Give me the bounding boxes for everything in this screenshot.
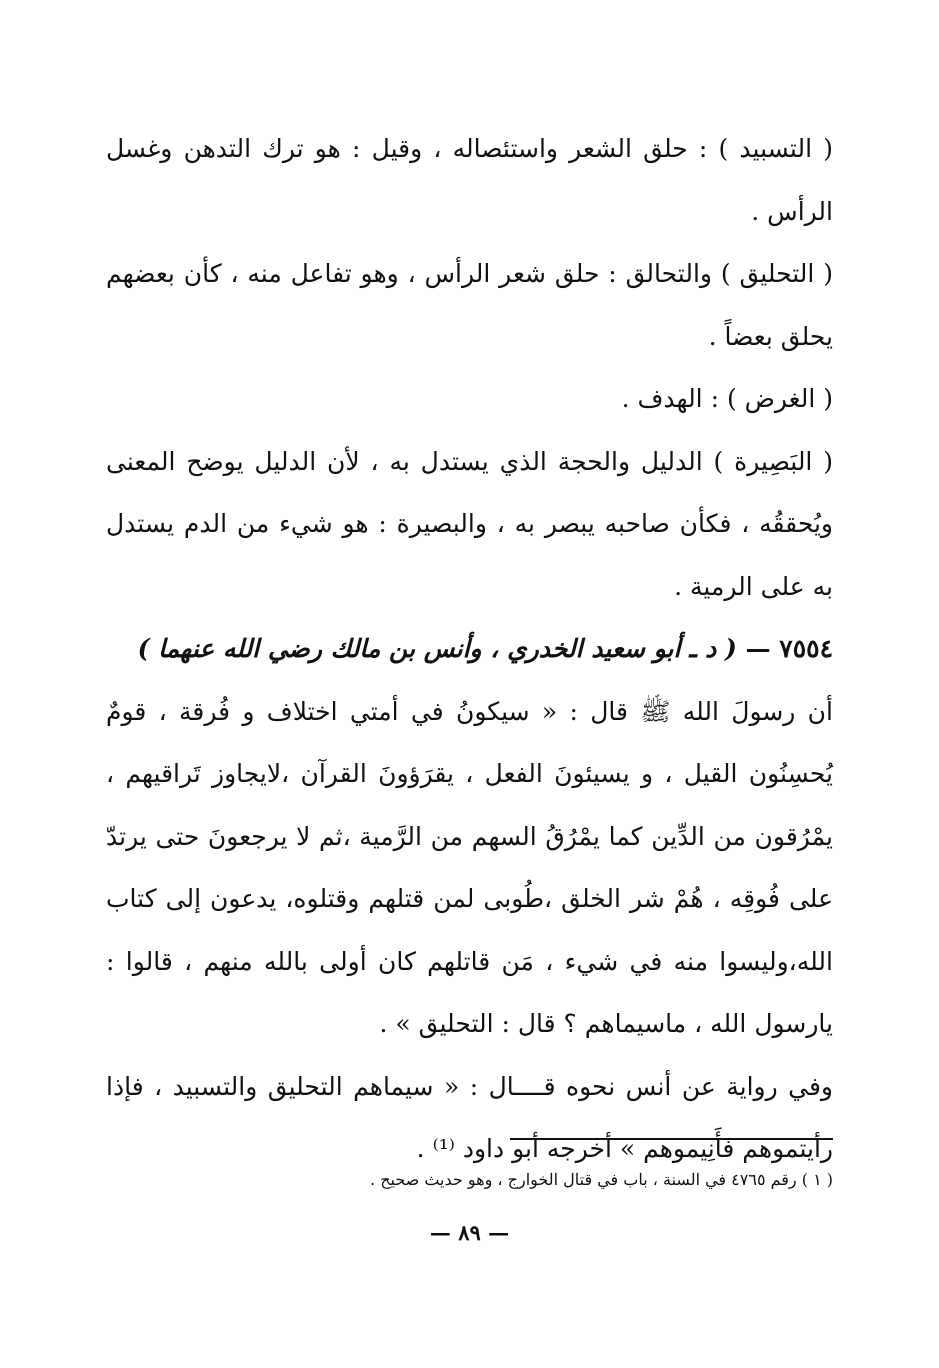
- hadith-number: ٧٥٥٤ —: [745, 634, 833, 663]
- definition-basira: ( البَصِيرة ) الدليل والحجة الذي يستدل به ، لأن الدليل يوضح المعنى ويُحققُه ، فكأن صاحبه يبصر به ، والبصيرة : هو شيء من الدم يستدل به على الرمية .: [106, 446, 833, 601]
- footnote-divider: [510, 1138, 833, 1140]
- definition-gharad: ( الغرض ) : الهدف .: [621, 384, 833, 413]
- hadith-riwaya: وفي رواية عن أنس نحوه قــــال : « سيماهم التحليق والتسبيد ، فإذا رأيتموهم فأَنِيموهم » أخرجه أبو داود ⁽¹⁾ .: [106, 1071, 833, 1163]
- page-number: — ٨٩ —: [429, 1220, 510, 1245]
- main-text: [106, 118, 833, 1181]
- definition-tahliq: ( التحليق ) والتحالق : حلق شعر الرأس ، وهو تفاعل منه ، كأن بعضهم يحلق بعضاً .: [106, 259, 833, 351]
- hadith-heading: [106, 618, 833, 681]
- definition-tasbid: ( التسبيد ) : حلق الشعر واستئصاله ، وقيل : هو ترك التدهن وغسل الرأس .: [106, 134, 833, 226]
- hadith-body: أن رسولَ الله ﷺ قال : « سيكونُ في أمتي اختلاف و فُرقة ، قومٌ يُحسِنُون القيل ، و يسيئونَ الفعل ، يقرَؤونَ القرآن ،لايجاوز تَراقيهم ، يمْرُقون من الدِّين كما يمْرُقُ السهم من الرَّمية ،ثم لا يرجعونَ حتى يرتدّ على فُوقِه ، هُمْ شر الخلق ،طُوبى لمن قتلهم وقتلوه، يدعون إلى كتاب الله،وليسوا منه في شيء ، مَن قاتلهم كان أولى بالله منهم ، قالوا : يارسول الله ، ماسيماهم ؟ قال : التحليق » .: [106, 696, 833, 1038]
- hadith-source: ( د ـ أبو سعيد الخدري ، وأنس بن مالك رضي الله عنهما ): [137, 634, 737, 663]
- footnote: ( ١ ) رقم ٤٧٦٥ في السنة ، باب في قتال الخوارج ، وهو حديث صحيح .: [370, 1170, 833, 1189]
